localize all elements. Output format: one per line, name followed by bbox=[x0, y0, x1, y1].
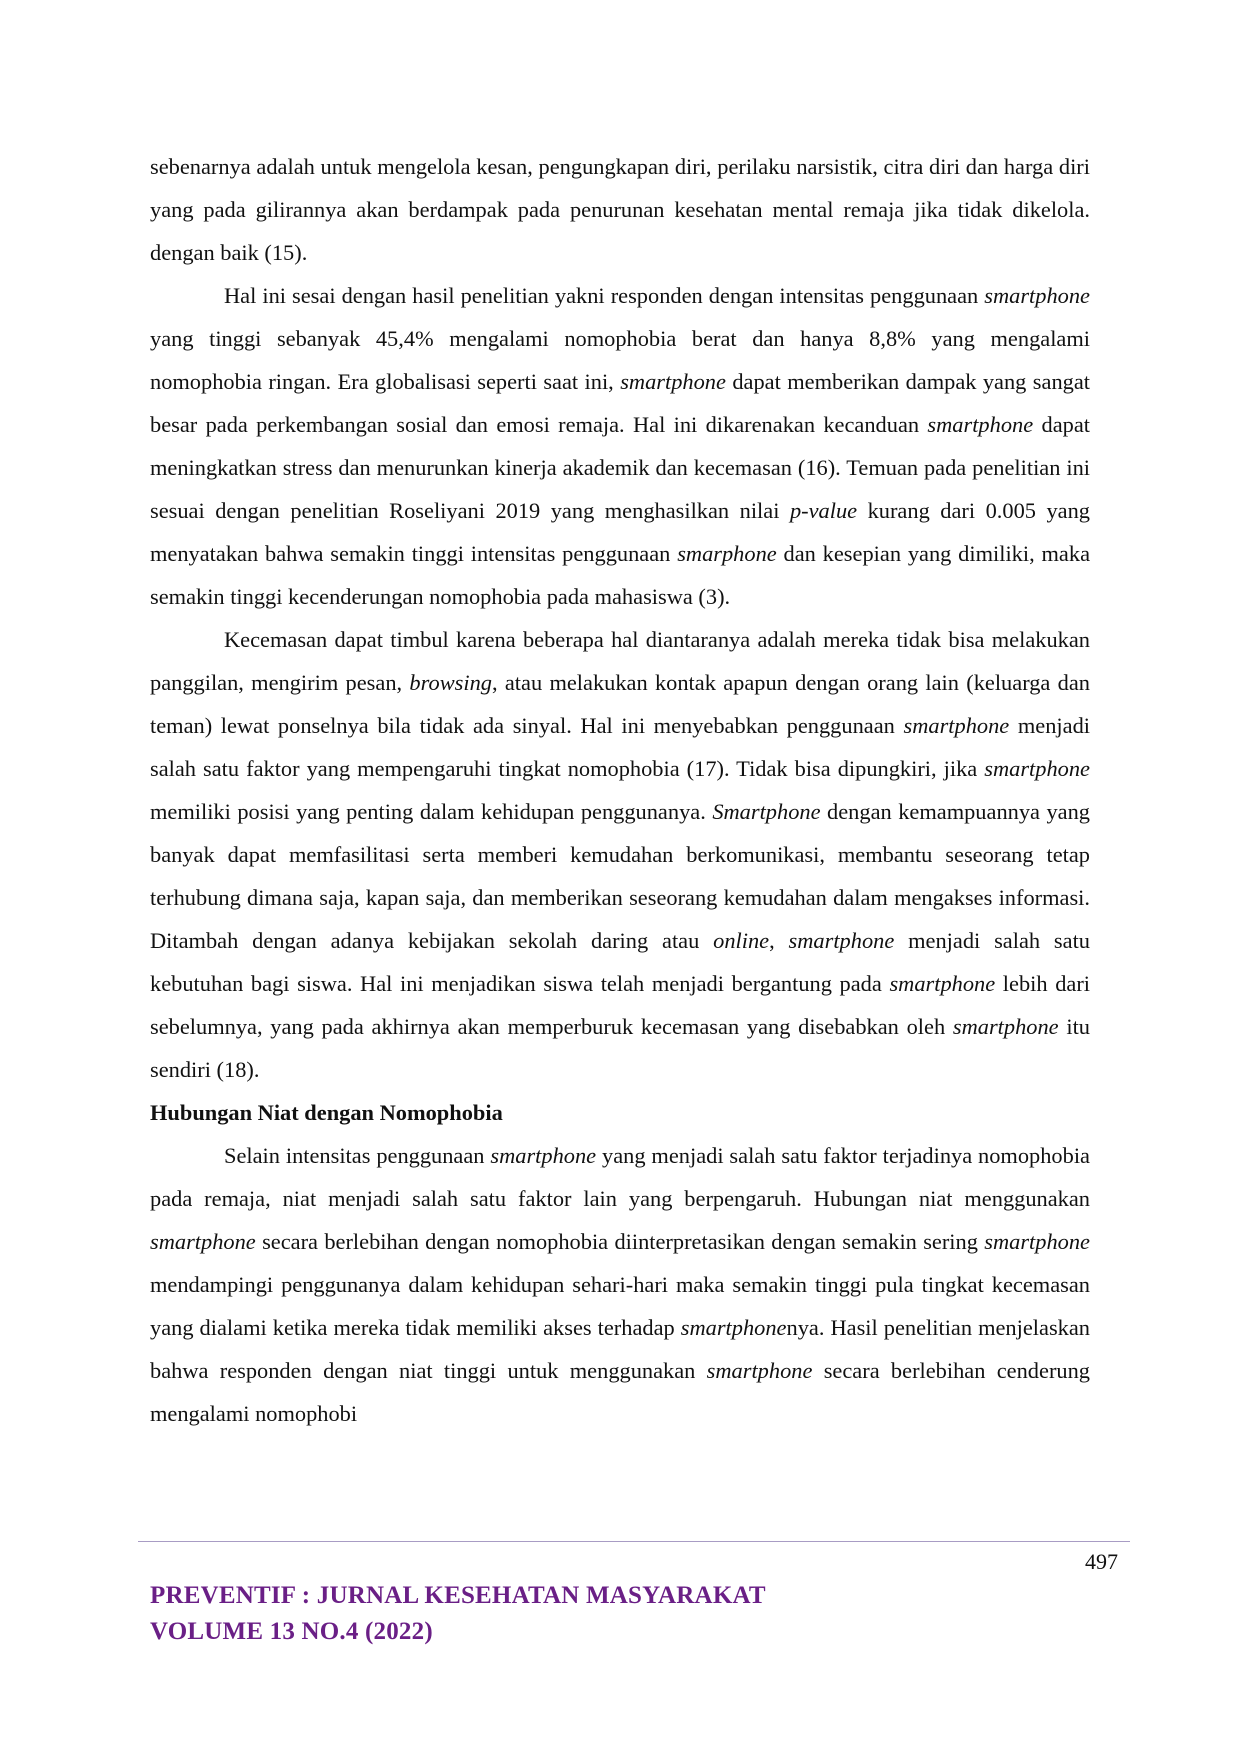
italic-term: browsing bbox=[409, 670, 492, 695]
italic-term: smartphone bbox=[788, 928, 895, 953]
paragraph bbox=[150, 145, 1090, 274]
journal-volume: VOLUME 13 NO.4 (2022) bbox=[150, 1618, 433, 1645]
text-run: dengan kemampuannya yang banyak dapat memfasilitasi serta memberi kemudahan berkomunikasi, membantu seseorang tetap terhubung dimana saja, kapan saja, dan memberikan seseorang kemudahan dalam mengakses informasi. Ditambah dengan adanya kebijakan sekolah daring atau bbox=[150, 799, 1090, 953]
text-run: secara berlebihan cenderung mengalami nomophobi bbox=[150, 1358, 1090, 1426]
italic-term: smartphone bbox=[984, 1229, 1090, 1254]
italic-term: smartphone bbox=[903, 713, 1010, 738]
page-number: 497 bbox=[1085, 1549, 1118, 1574]
italic-term: smartphone bbox=[952, 1014, 1059, 1039]
text-run: Selain intensitas penggunaan bbox=[224, 1143, 491, 1168]
paragraph bbox=[150, 1134, 1090, 1435]
section-heading: Hubungan Niat dengan Nomophobia bbox=[150, 1100, 503, 1125]
text-run: secara berlebihan dengan nomophobia diinterpretasikan dengan semakin sering bbox=[255, 1229, 985, 1254]
text-run: itu sendiri (18). bbox=[150, 1014, 1090, 1082]
text-run: Hal ini sesai dengan hasil penelitian yakni responden dengan intensitas penggunaan bbox=[224, 283, 985, 308]
journal-footer bbox=[150, 1578, 766, 1650]
text-run: yang tinggi sebanyak 45,4% mengalami nomophobia berat dan hanya 8,8% yang mengalami nomophobia ringan. Era globalisasi seperti saat ini, bbox=[150, 326, 1090, 394]
paragraph bbox=[150, 618, 1090, 1091]
text-run: lebih dari sebelumnya, yang pada akhirnya akan memperburuk kecemasan yang disebabkan oleh bbox=[150, 971, 1090, 1039]
text-run: memiliki posisi yang penting dalam kehidupan penggunanya. bbox=[150, 799, 713, 824]
italic-term: smartphone bbox=[150, 1229, 256, 1254]
italic-term: smartphone bbox=[889, 971, 996, 996]
text-run: menjadi salah satu faktor yang mempengaruhi tingkat nomophobia (17). Tidak bisa dipungkiri, jika bbox=[150, 713, 1091, 781]
text-run: Kecemasan dapat timbul karena beberapa hal diantaranya adalah mereka tidak bisa melakukan panggilan, mengirim pesan, bbox=[150, 627, 1090, 695]
journal-title: PREVENTIF : JURNAL KESEHATAN MASYARAKAT bbox=[150, 1582, 766, 1609]
italic-term: Smartphone bbox=[712, 799, 821, 824]
italic-term: online bbox=[713, 928, 770, 953]
italic-term: smartphone bbox=[680, 1315, 787, 1340]
paragraph bbox=[150, 274, 1090, 618]
text-run: dapat meningkatkan stress dan menurunkan kinerja akademik dan kecemasan (16). Temuan pada penelitian ini sesuai dengan penelitian Roseliyani 2019 yang menghasilkan nilai bbox=[150, 412, 1090, 523]
footer-divider bbox=[138, 1541, 1130, 1542]
text-run: sebenarnya adalah untuk mengelola kesan, pengungkapan diri, perilaku narsistik, citra diri dan harga diri yang pada gilirannya akan berdampak pada penurunan kesehatan mental remaja jika tidak dikelola. dengan baik (15). bbox=[150, 154, 1090, 265]
italic-term: smartphone bbox=[927, 412, 1034, 437]
text-run: , bbox=[769, 928, 789, 953]
text-run: mendampingi penggunanya dalam kehidupan sehari-hari maka semakin tinggi pula tingkat kecemasan yang dialami ketika mereka tidak memiliki akses terhadap bbox=[150, 1272, 1090, 1340]
article-body bbox=[150, 145, 1090, 1435]
italic-term: smartphone bbox=[620, 369, 726, 394]
italic-term: smarphone bbox=[677, 541, 777, 566]
text-run: , atau melakukan kontak apapun dengan orang lain (keluarga dan teman) lewat ponselnya bila tidak ada sinyal. Hal ini menyebabkan penggunaan bbox=[150, 670, 1090, 738]
italic-term: p-value bbox=[789, 498, 858, 523]
text-run: dapat memberikan dampak yang sangat besar pada perkembangan sosial dan emosi remaja. Hal ini dikarenakan kecanduan bbox=[150, 369, 1090, 437]
text-run: dan kesepian yang dimiliki, maka semakin tinggi kecenderungan nomophobia pada mahasiswa (3). bbox=[150, 541, 1091, 609]
text-run: menjadi salah satu kebutuhan bagi siswa. Hal ini menjadikan siswa telah menjadi bergantung pada bbox=[150, 928, 1090, 996]
italic-term: smartphone bbox=[490, 1143, 597, 1168]
italic-term: smartphone bbox=[984, 756, 1090, 781]
text-run: yang menjadi salah satu faktor terjadinya nomophobia pada remaja, niat menjadi salah satu faktor lain yang berpengaruh. Hubungan niat menggunakan bbox=[150, 1143, 1090, 1211]
text-run: nya. Hasil penelitian menjelaskan bahwa responden dengan niat tinggi untuk menggunakan bbox=[150, 1315, 1090, 1383]
italic-term: smartphone bbox=[706, 1358, 813, 1383]
text-run: kurang dari 0.005 yang menyatakan bahwa semakin tinggi intensitas penggunaan bbox=[150, 498, 1090, 566]
italic-term: smartphone bbox=[984, 283, 1090, 308]
